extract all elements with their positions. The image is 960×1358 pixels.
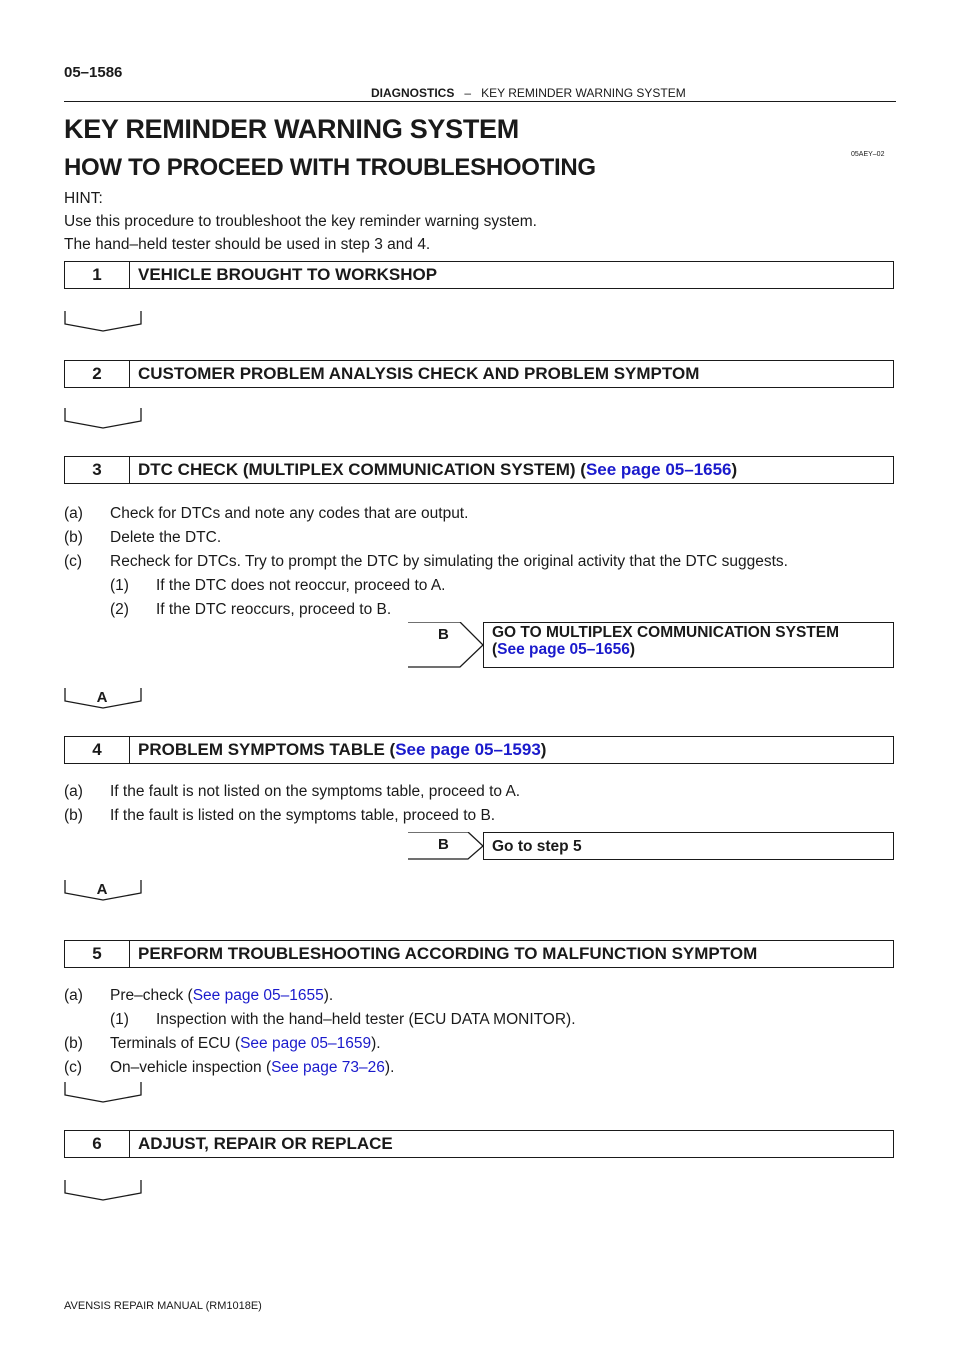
step3-item-c1-label: (1) xyxy=(110,577,129,594)
branch-letter: B xyxy=(438,836,449,853)
footer-manual-id: AVENSIS REPAIR MANUAL (RM1018E) xyxy=(64,1300,262,1312)
step-number: 4 xyxy=(65,737,130,763)
step3-item-b-text: Delete the DTC. xyxy=(110,529,222,546)
hint-label: HINT: xyxy=(64,190,103,207)
branch-target-ref xyxy=(492,641,893,658)
step3-item-c-text: Recheck for DTCs. Try to prompt the DTC by simulating the original activity that the DTC suggests. xyxy=(110,553,788,570)
branch-letter: B xyxy=(438,626,449,643)
step-number: 1 xyxy=(65,262,130,288)
step-title-text: DTC CHECK (MULTIPLEX COMMUNICATION SYSTEM) ( xyxy=(138,460,586,479)
flow-arrow-down xyxy=(64,311,144,333)
step-number: 5 xyxy=(65,941,130,967)
step-title-text: PROBLEM SYMPTOMS TABLE ( xyxy=(138,740,396,759)
step3-item-a-text: Check for DTCs and note any codes that are output. xyxy=(110,505,469,522)
step-title-text: ) xyxy=(731,460,738,479)
step4-item-a-text: If the fault is not listed on the symptoms table, proceed to A. xyxy=(110,783,521,800)
step3-item-a-label: (a) xyxy=(64,505,83,522)
step-title: VEHICLE BROUGHT TO WORKSHOP xyxy=(138,265,438,284)
step-number: 2 xyxy=(65,361,130,387)
step5-item-c-label: (c) xyxy=(64,1059,83,1076)
branch-letter-wrap xyxy=(408,622,484,668)
step-title xyxy=(130,457,737,483)
step5-item-b-label: (b) xyxy=(64,1035,83,1052)
see-page-link[interactable]: See page 05–1593 xyxy=(395,740,541,759)
step-number: 3 xyxy=(65,457,130,483)
section-path xyxy=(371,86,686,100)
step-3-box xyxy=(64,456,894,484)
hint-line-1: Use this procedure to troubleshoot the key reminder warning system. xyxy=(64,213,537,230)
section-separator: – xyxy=(464,86,472,100)
step5-item-b-text xyxy=(110,1035,381,1053)
page-subtitle: HOW TO PROCEED WITH TROUBLESHOOTING xyxy=(64,154,596,181)
step-title xyxy=(130,737,546,763)
flow-letter: A xyxy=(96,881,108,898)
step5-item-a-label: (a) xyxy=(64,987,83,1004)
paren: ( xyxy=(492,641,498,658)
item-text: ). xyxy=(323,987,334,1004)
step-title: PERFORM TROUBLESHOOTING ACCORDING TO MALFUNCTION SYMPTOM xyxy=(138,944,758,963)
hint-line-2: The hand–held tester should be used in step 3 and 4. xyxy=(64,236,431,253)
subsection-name: KEY REMINDER WARNING SYSTEM xyxy=(481,86,686,100)
page-number: 05–1586 xyxy=(64,64,123,81)
flow-letter: A xyxy=(96,689,108,706)
flow-arrow-a xyxy=(64,688,144,710)
step3-item-c-label: (c) xyxy=(64,553,83,570)
step-4-box xyxy=(64,736,894,764)
branch-target-box: Go to step 5 xyxy=(483,832,894,860)
flow-arrow-down xyxy=(64,1082,144,1104)
branch-letter-wrap xyxy=(408,832,484,860)
step5-item-c-text xyxy=(110,1059,394,1077)
see-page-link[interactable]: See page 05–1659 xyxy=(240,1035,372,1052)
step5-item-a1-label: (1) xyxy=(110,1011,129,1028)
step5-item-a1-text: Inspection with the hand–held tester (ECU DATA MONITOR). xyxy=(156,1011,576,1028)
step4-item-b-text: If the fault is listed on the symptoms table, proceed to B. xyxy=(110,807,496,824)
branch-target-box xyxy=(483,622,894,668)
item-text: On–vehicle inspection ( xyxy=(110,1059,272,1076)
see-page-link[interactable]: See page 73–26 xyxy=(271,1059,385,1076)
step3-item-c1-text: If the DTC does not reoccur, proceed to A. xyxy=(156,577,446,594)
flow-arrow-down xyxy=(64,408,144,430)
item-text: ). xyxy=(371,1035,381,1052)
step3-item-c2-label: (2) xyxy=(110,601,129,618)
see-page-link[interactable]: See page 05–1656 xyxy=(497,641,630,658)
header-rule xyxy=(64,101,896,102)
flow-arrow-a xyxy=(64,880,144,902)
step-1-box xyxy=(64,261,894,289)
paren: ) xyxy=(629,641,636,658)
step-title: CUSTOMER PROBLEM ANALYSIS CHECK AND PROBLEM SYMPTOM xyxy=(138,364,700,383)
see-page-link[interactable]: See page 05–1655 xyxy=(192,987,324,1004)
step-title-text: ) xyxy=(540,740,547,759)
step3-item-b-label: (b) xyxy=(64,529,83,546)
branch-target-line: GO TO MULTIPLEX COMMUNICATION SYSTEM xyxy=(492,624,840,641)
step-6-box xyxy=(64,1130,894,1158)
page-title: KEY REMINDER WARNING SYSTEM xyxy=(64,114,519,144)
see-page-link[interactable]: See page 05–1656 xyxy=(585,460,732,479)
step-title: ADJUST, REPAIR OR REPLACE xyxy=(138,1134,393,1153)
item-text: Terminals of ECU ( xyxy=(110,1035,241,1052)
step-5-box xyxy=(64,940,894,968)
step-number: 6 xyxy=(65,1131,130,1157)
step-2-box xyxy=(64,360,894,388)
step4-item-a-label: (a) xyxy=(64,783,83,800)
step4-item-b-label: (b) xyxy=(64,807,83,824)
document-code: 05AEY–02 xyxy=(851,151,885,158)
step3-item-c2-text: If the DTC reoccurs, proceed to B. xyxy=(156,601,392,618)
section-name: DIAGNOSTICS xyxy=(371,86,455,100)
flow-arrow-down xyxy=(64,1180,144,1202)
step5-item-a-text xyxy=(110,987,333,1005)
item-text: ). xyxy=(384,1059,395,1076)
item-text: Pre–check ( xyxy=(110,987,193,1004)
